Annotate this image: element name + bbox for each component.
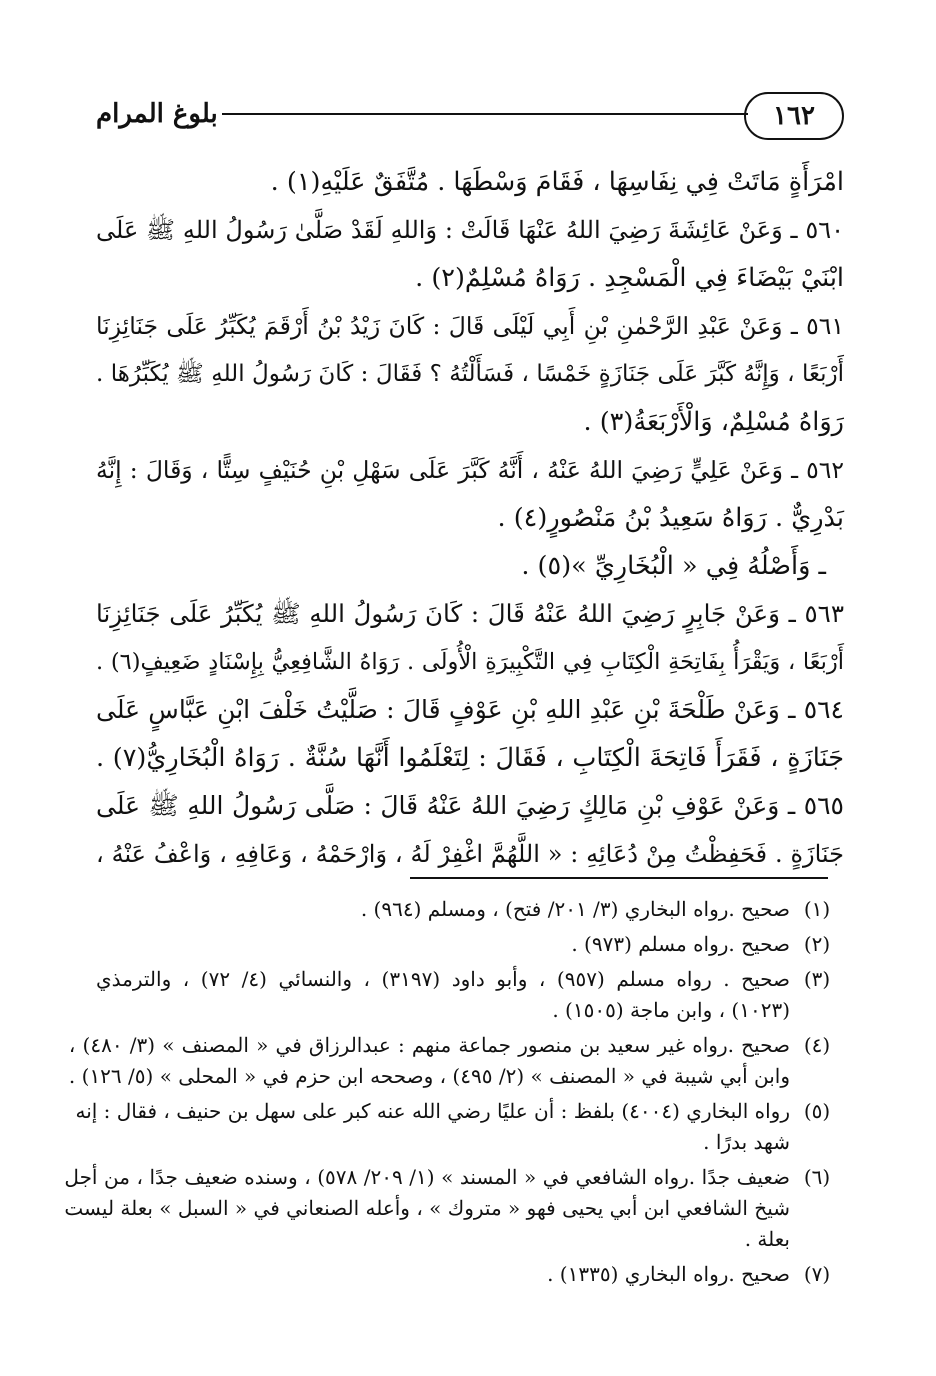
footnote-line: شهد بدرًا . xyxy=(703,1130,790,1154)
footnote-line: صحيح .رواه مسلم (٩٧٣) . xyxy=(571,932,790,956)
footnote xyxy=(68,1030,844,1092)
footnote-number: (١) xyxy=(803,897,831,921)
footnote-line: صحيح .رواه غير سعيد بن منصور جماعة منهم : عبدالرزاق في « المصنف » (٣/ ٤٨٠) ، xyxy=(68,1033,790,1057)
text-line: امْرَأَةٍ مَاتَتْ فِي نِفَاسِهَا ، فَقَامَ وَسْطَهَا . مُتَّفَقٌ عَلَيْهِ(١) . xyxy=(270,167,844,197)
footnotes xyxy=(64,894,844,1294)
footnote-number: (٥) xyxy=(803,1099,831,1123)
text-line: جَنَازَةٍ ، فَقَرَأَ فَاتِحَةَ الْكِتَابِ ، فَقَالَ : لِتَعْلَمُوا أَنَّهَا سُنَّةٌ . رَوَاهُ الْبُخَارِيُّ(٧) . xyxy=(96,743,844,773)
footnote-number: (٦) xyxy=(803,1165,831,1189)
header-rule xyxy=(222,113,748,115)
text-line: ٥٦٤ ـ وَعَنْ طَلْحَةَ بْنِ عَبْدِ اللهِ بْنِ عَوْفٍ قَالَ : صَلَّيْتُ خَلْفَ ابْنِ عَبَّاسٍ عَلَى xyxy=(96,695,844,724)
text-line: ٥٦٠ ـ وَعَنْ عَائِشَةَ رَضِيَ اللهُ عَنْهَا قَالَتْ : وَاللهِ لَقَدْ صَلَّىٰ رَسُولُ اللهِ ﷺ عَلَى xyxy=(96,216,844,244)
footnote-separator xyxy=(410,877,828,879)
footnote-line: صحيح .رواه البخاري (١٣٣٥) . xyxy=(547,1262,790,1286)
text-line: بَدْرِيٌّ . رَوَاهُ سَعِيدُ بْنُ مَنْصُورٍ(٤) . xyxy=(497,503,844,533)
footnote-body xyxy=(69,1030,790,1092)
footnote-line: (١٠٢٣) ، وابن ماجة (١٥٠٥) . xyxy=(552,998,790,1022)
footnote-line: وابن أبي شيبة في « المصنف » (٢/ ٤٩٥) ، وصححه ابن حزم في « المحلى » (٥/ ١٢٦) . xyxy=(68,1064,790,1088)
footnote xyxy=(96,964,844,1026)
footnote xyxy=(96,894,844,925)
footnote-line: ضعيف جدًا .رواه الشافعي في « المسند » (١/ ٢٠٩/ ٥٧٨) ، وسنده ضعيف جدًا ، من أجل xyxy=(64,1165,790,1189)
text-line: أَرْبَعًا ، وَيَقْرَأُ بِفَاتِحَةِ الْكِتَابِ فِي التَّكْبِيرَةِ الْأُولَى . رَوَاهُ الشَّافِعِيُّ بِإِسْنَادٍ ضَعِيفٍ(٦) . xyxy=(96,649,844,675)
footnote-line: رواه البخاري (٤٠٠٤) بلفظ : أن عليًا رضي الله عنه كبر على سهل بن حنيف ، فقال : إنه xyxy=(75,1099,790,1123)
footnote-number: (٧) xyxy=(803,1262,831,1286)
footnote-number: (٢) xyxy=(803,932,831,956)
hadith-text xyxy=(96,158,844,878)
footnote-line: صحيح .رواه البخاري (٣/ ٢٠١/ فتح) ، ومسلم (٩٦٤) . xyxy=(360,897,790,921)
text-line: ٥٦٢ ـ وَعَنْ عَلِيٍّ رَضِيَ اللهُ عَنْهُ ، أَنَّهُ كَبَّرَ عَلَى سَهْلِ بْنِ حُنَيْفٍ سِتًّا ، وَقَالَ : إِنَّهُ xyxy=(96,456,844,484)
text-line: جَنَازَةٍ . فَحَفِظْتُ مِنْ دُعَائِهِ : « اللَّهُمَّ اغْفِرْ لَهُ ، وَارْحَمْهُ ، وَعَافِهِ ، وَاعْفُ عَنْهُ ، xyxy=(96,840,845,868)
footnote-line: شيخ الشافعي ابن أبي يحيى فهو « متروك » ، وأعله الصنعاني في « السبل » بعلة ليست xyxy=(64,1196,790,1220)
footnote xyxy=(75,1096,844,1158)
footnote-body xyxy=(96,894,790,925)
text-line: ٥٦١ ـ وَعَنْ عَبْدِ الرَّحْمٰنِ بْنِ أَبِي لَيْلَى قَالَ : كَانَ زَيْدُ بْنُ أَرْقَمَ يُكَبِّرُ عَلَى جَنَائِزِنَا xyxy=(96,312,844,340)
footnote-body xyxy=(75,1096,790,1158)
footnote-number: (٣) xyxy=(803,967,831,991)
text-line: ـ وَأَصْلُهُ فِي « الْبُخَارِيِّ »(٥) . xyxy=(521,551,826,581)
footnote-number: (٤) xyxy=(803,1033,831,1057)
footnote-body xyxy=(64,1162,790,1255)
text-line: ابْنَيْ بَيْضَاءَ فِي الْمَسْجِدِ . رَوَاهُ مُسْلِمٌ(٢) . xyxy=(415,263,844,293)
text-line: ٥٦٣ ـ وَعَنْ جَابِرٍ رَضِيَ اللهُ عَنْهُ قَالَ : كَانَ رَسُولُ اللهِ ﷺ يُكَبِّرُ عَلَى جَنَائِزِنَا xyxy=(96,599,844,628)
text-line: رَوَاهُ مُسْلِمٌ، وَالْأَرْبَعَةُ(٣) . xyxy=(583,407,844,437)
footnote-line: صحيح . رواه مسلم (٩٥٧) ، وأبو داود (٣١٩٧) ، والنسائي (٤/ ٧٢) ، والترمذي xyxy=(96,967,791,991)
footnote-body xyxy=(96,964,790,1026)
book-title: بلوغ المرام xyxy=(96,99,218,129)
footnote-body xyxy=(96,929,790,960)
footnote xyxy=(96,1259,844,1290)
footnote-line: بعلة . xyxy=(744,1227,790,1251)
page-number-badge: ١٦٢ xyxy=(744,92,844,140)
text-line: ٥٦٥ ـ وَعَنْ عَوْفِ بْنِ مَالِكٍ رَضِيَ اللهُ عَنْهُ قَالَ : صَلَّى رَسُولُ اللهِ ﷺ عَلَى xyxy=(96,791,844,820)
page-header xyxy=(96,92,844,140)
footnote xyxy=(64,1162,844,1255)
text-line: أَرْبَعًا ، وَإِنَّهُ كَبَّرَ عَلَى جَنَازَةٍ خَمْسًا ، فَسَأَلْتُهُ ؟ فَقَالَ : كَانَ رَسُولُ اللهِ ﷺ يُكَبِّرُهَا . xyxy=(96,361,844,387)
footnote-body xyxy=(96,1259,790,1290)
footnote xyxy=(96,929,844,960)
